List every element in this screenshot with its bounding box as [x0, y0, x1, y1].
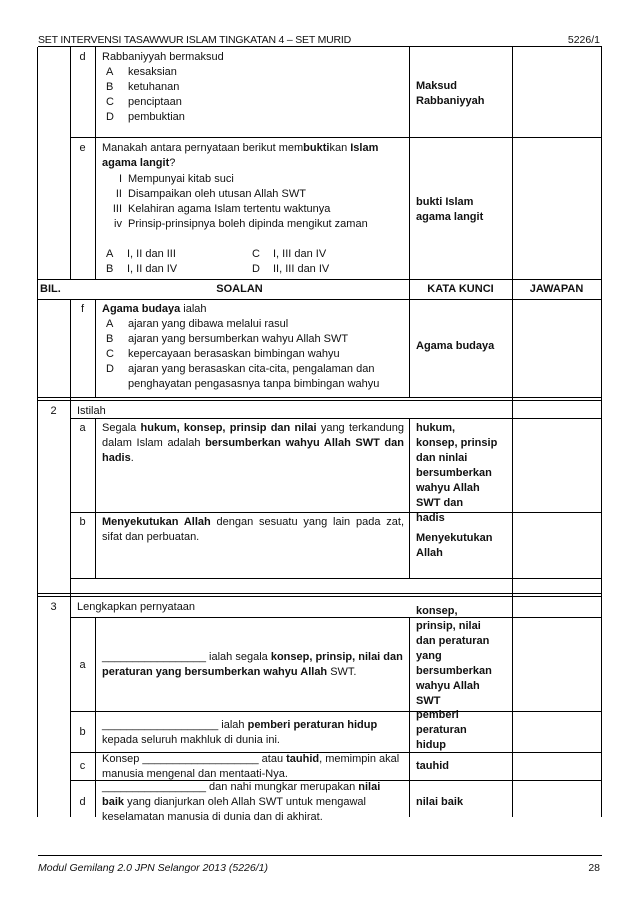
- option-row: [102, 377, 407, 392]
- statement-label: I: [118, 173, 122, 185]
- q1f-label: f: [80, 303, 85, 315]
- q2b-label: b: [79, 516, 86, 528]
- keyword-line: SWT dan: [416, 497, 464, 509]
- grid-line: [70, 578, 602, 579]
- keyword-line: Maksud: [416, 80, 457, 92]
- text-run: nilai baik: [102, 781, 381, 808]
- keyword-line: hadis: [416, 512, 445, 524]
- option-row: [102, 65, 402, 80]
- statement-text: Prinsip-prinsipnya boleh dipinda mengikut zaman: [128, 218, 368, 230]
- grid-line: [70, 512, 602, 513]
- option-label: [106, 377, 128, 392]
- keyword-line: bersumberkan: [416, 665, 492, 677]
- option-label: D: [106, 363, 114, 375]
- text-run: hukum, konsep, prinsip dan nilai: [140, 422, 317, 434]
- grid-line: [37, 400, 602, 401]
- col-header-soalan: SOALAN: [216, 283, 263, 295]
- grid-line: [37, 47, 38, 817]
- grid-line: [37, 279, 602, 280]
- q2a-keyword: [416, 421, 511, 526]
- grid-line: [95, 299, 96, 397]
- option-cell: [252, 247, 402, 262]
- text-run: _________________ dan nahi mungkar merupakan: [102, 781, 359, 793]
- text-run: Segala: [102, 422, 141, 434]
- option-text: ajaran yang bersumberkan wahyu Allah SWT: [128, 333, 349, 345]
- keyword-line: Allah: [416, 547, 443, 559]
- q2-number: 2: [50, 405, 57, 417]
- grid-line: [512, 47, 513, 817]
- keyword-line: yang: [416, 650, 442, 662]
- grid-line: [95, 617, 96, 817]
- text-run: bersumberkan wahyu Allah SWT dan hadis: [102, 437, 404, 464]
- keyword-line: Rabbaniyyah: [416, 95, 485, 107]
- col-header-bil: BIL.: [40, 283, 61, 295]
- q2a-question: [102, 421, 404, 466]
- statement-row: [102, 187, 407, 202]
- option-label: C: [252, 248, 260, 260]
- q3b-keyword: [416, 708, 511, 753]
- q1f-question: [102, 302, 407, 392]
- grid-line: [70, 617, 602, 618]
- statement-row: [102, 202, 407, 217]
- keyword-line: hidup: [416, 739, 446, 751]
- text-run: yang terkandung dalam Islam adalah: [102, 422, 404, 449]
- q1e-stem: Manakah antara pernyataan berikut membuktikan Islam agama langit?: [102, 142, 379, 169]
- text-run: pemberi peraturan hidup: [247, 719, 378, 731]
- q1d-keyword: [416, 79, 511, 109]
- q1f-stem: Agama budaya ialah: [102, 303, 207, 315]
- option-text: penghayatan pengasasnya tanpa bimbingan wahyu: [128, 378, 380, 390]
- col-header-kata-kunci: KATA KUNCI: [427, 283, 494, 295]
- keyword-line: bukti Islam: [416, 196, 474, 208]
- option-text: ketuhanan: [128, 81, 180, 93]
- q3a-label: a: [79, 659, 86, 671]
- statement-text: Mempunyai kitab suci: [128, 173, 234, 185]
- keyword-line: agama langit: [416, 211, 484, 223]
- text-run: dengan sesuatu yang lain pada zat, sifat dan perbuatan.: [102, 516, 405, 543]
- option-cell: [106, 247, 252, 262]
- page-header-code: 5226/1: [567, 34, 600, 46]
- q3a-keyword: [416, 604, 511, 709]
- statement-label: III: [112, 203, 122, 215]
- option-row: [102, 362, 407, 377]
- keyword-line: konsep, prinsip: [416, 437, 498, 449]
- option-text: ajaran yang dibawa melalui rasul: [128, 318, 289, 330]
- option-label: D: [252, 263, 260, 275]
- q1e-statements: [102, 172, 407, 232]
- option-label: A: [106, 248, 114, 260]
- option-label: B: [106, 81, 114, 93]
- keyword-line: wahyu Allah: [416, 680, 480, 692]
- option-row: [102, 95, 402, 110]
- option-label: C: [106, 348, 114, 360]
- option-row: [102, 332, 407, 347]
- q3-title: Lengkapkan pernyataan: [77, 601, 196, 613]
- option-text: kesaksian: [128, 66, 177, 78]
- keyword-line: dan ninlai: [416, 452, 468, 464]
- grid-line: [95, 47, 96, 279]
- page-footer-source: Modul Gemilang 2.0 JPN Selangor 2013 (5226/1): [38, 862, 268, 874]
- grid-line: [409, 617, 410, 817]
- col-header-jawapan: JAWAPAN: [529, 283, 584, 295]
- grid-line: [37, 397, 602, 398]
- q3c-label: c: [79, 760, 86, 772]
- q3c-question: [102, 752, 408, 782]
- statement-row: [102, 217, 407, 232]
- option-row: [102, 247, 407, 262]
- grid-line: [70, 137, 602, 138]
- grid-line: [409, 418, 410, 578]
- option-cell: [106, 262, 252, 277]
- page-number: 28: [588, 862, 600, 874]
- grid-line: [601, 47, 602, 817]
- grid-line: [70, 711, 602, 712]
- q1f-keyword: Agama budaya: [416, 340, 495, 352]
- grid-line: [409, 47, 410, 279]
- option-text: ajaran yang berasaskan cita-cita, pengalaman dan: [128, 363, 375, 375]
- text-run: _________________ ialah segala: [102, 651, 271, 663]
- footer-rule: [38, 855, 602, 856]
- q3b-label: b: [79, 726, 86, 738]
- keyword-line: peraturan: [416, 724, 467, 736]
- statement-row: [102, 172, 407, 187]
- q1e-question: [102, 141, 407, 277]
- option-label: A: [106, 66, 114, 78]
- option-text: I, II dan IV: [127, 263, 178, 275]
- q3d-question: [102, 780, 404, 825]
- keyword-line: pemberi: [416, 709, 459, 721]
- keyword-line: Menyekutukan: [416, 532, 493, 544]
- keyword-line: bersumberkan: [416, 467, 492, 479]
- q2a-label: a: [79, 422, 86, 434]
- q3c-keyword: tauhid: [416, 760, 449, 772]
- header-rule: [38, 46, 602, 47]
- keyword-line: prinsip, nilai: [416, 620, 481, 632]
- keyword-line: hukum,: [416, 422, 456, 434]
- text-run: yang dianjurkan oleh Allah SWT untuk mengawal keselamatan manusia di dunia dan di akhirat.: [102, 796, 366, 823]
- text-run: konsep, prinsip, nilai dan peraturan yang bersumberkan wahyu Allah: [102, 651, 403, 678]
- option-text: pembuktian: [128, 111, 185, 123]
- q1f-options: [102, 317, 407, 392]
- keyword-line: konsep,: [416, 605, 458, 617]
- text-run: Menyekutukan Allah: [102, 516, 211, 528]
- option-row: [102, 110, 402, 125]
- option-label: C: [106, 96, 114, 108]
- text-run: SWT.: [327, 666, 357, 678]
- grid-line: [409, 299, 410, 397]
- option-text: II, III dan IV: [273, 263, 330, 275]
- statement-text: Disampaikan oleh utusan Allah SWT: [128, 188, 306, 200]
- option-label: A: [106, 318, 114, 330]
- q1d-options: [102, 65, 402, 125]
- text-run: ___________________ ialah: [102, 719, 248, 731]
- page-header-title: SET INTERVENSI TASAWWUR ISLAM TINGKATAN 4 – SET MURID: [38, 34, 352, 46]
- q2b-question: [102, 515, 404, 545]
- option-text: kepercayaan berasaskan bimbingan wahyu: [128, 348, 340, 360]
- grid-line: [37, 596, 602, 597]
- option-label: D: [106, 111, 114, 123]
- option-label: B: [106, 333, 114, 345]
- q1d-question: [102, 50, 402, 125]
- option-text: I, II dan III: [127, 248, 176, 260]
- keyword-line: dan peraturan: [416, 635, 490, 647]
- grid-line: [70, 47, 71, 279]
- grid-line: [37, 299, 602, 300]
- statement-label: II: [115, 188, 122, 200]
- option-row: [102, 80, 402, 95]
- q1d-label: d: [79, 51, 86, 63]
- keyword-line: SWT: [416, 695, 441, 707]
- q3-number: 3: [50, 601, 57, 613]
- statement-label: iv: [114, 218, 122, 230]
- grid-line: [37, 593, 602, 594]
- text-run: tauhid: [286, 753, 320, 765]
- q1e-options: [102, 247, 407, 277]
- text-run: , memimpin akal manusia mengenal dan mentaati-Nya.: [102, 753, 400, 780]
- text-run: Konsep ___________________ atau: [102, 753, 287, 765]
- option-cell: [252, 262, 402, 277]
- option-text: penciptaan: [128, 96, 182, 108]
- q2b-keyword: [416, 531, 511, 561]
- q1e-keyword: [416, 195, 511, 225]
- statement-text: Kelahiran agama Islam tertentu waktunya: [128, 203, 331, 215]
- keyword-line: wahyu Allah: [416, 482, 480, 494]
- option-row: [102, 262, 407, 277]
- q3b-question: [102, 718, 404, 748]
- q3a-question: [102, 650, 404, 680]
- grid-line: [95, 418, 96, 578]
- option-row: [102, 347, 407, 362]
- q2-title: Istilah: [77, 405, 106, 417]
- q3d-keyword: nilai baik: [416, 796, 464, 808]
- q1d-stem: Rabbaniyyah bermaksud: [102, 51, 224, 63]
- q1e-label: e: [79, 142, 86, 154]
- option-text: I, III dan IV: [273, 248, 327, 260]
- text-run: kepada seluruh makhluk di dunia ini.: [102, 734, 280, 746]
- text-run: .: [130, 452, 134, 464]
- q3d-label: d: [79, 796, 86, 808]
- option-row: [102, 317, 407, 332]
- option-label: B: [106, 263, 114, 275]
